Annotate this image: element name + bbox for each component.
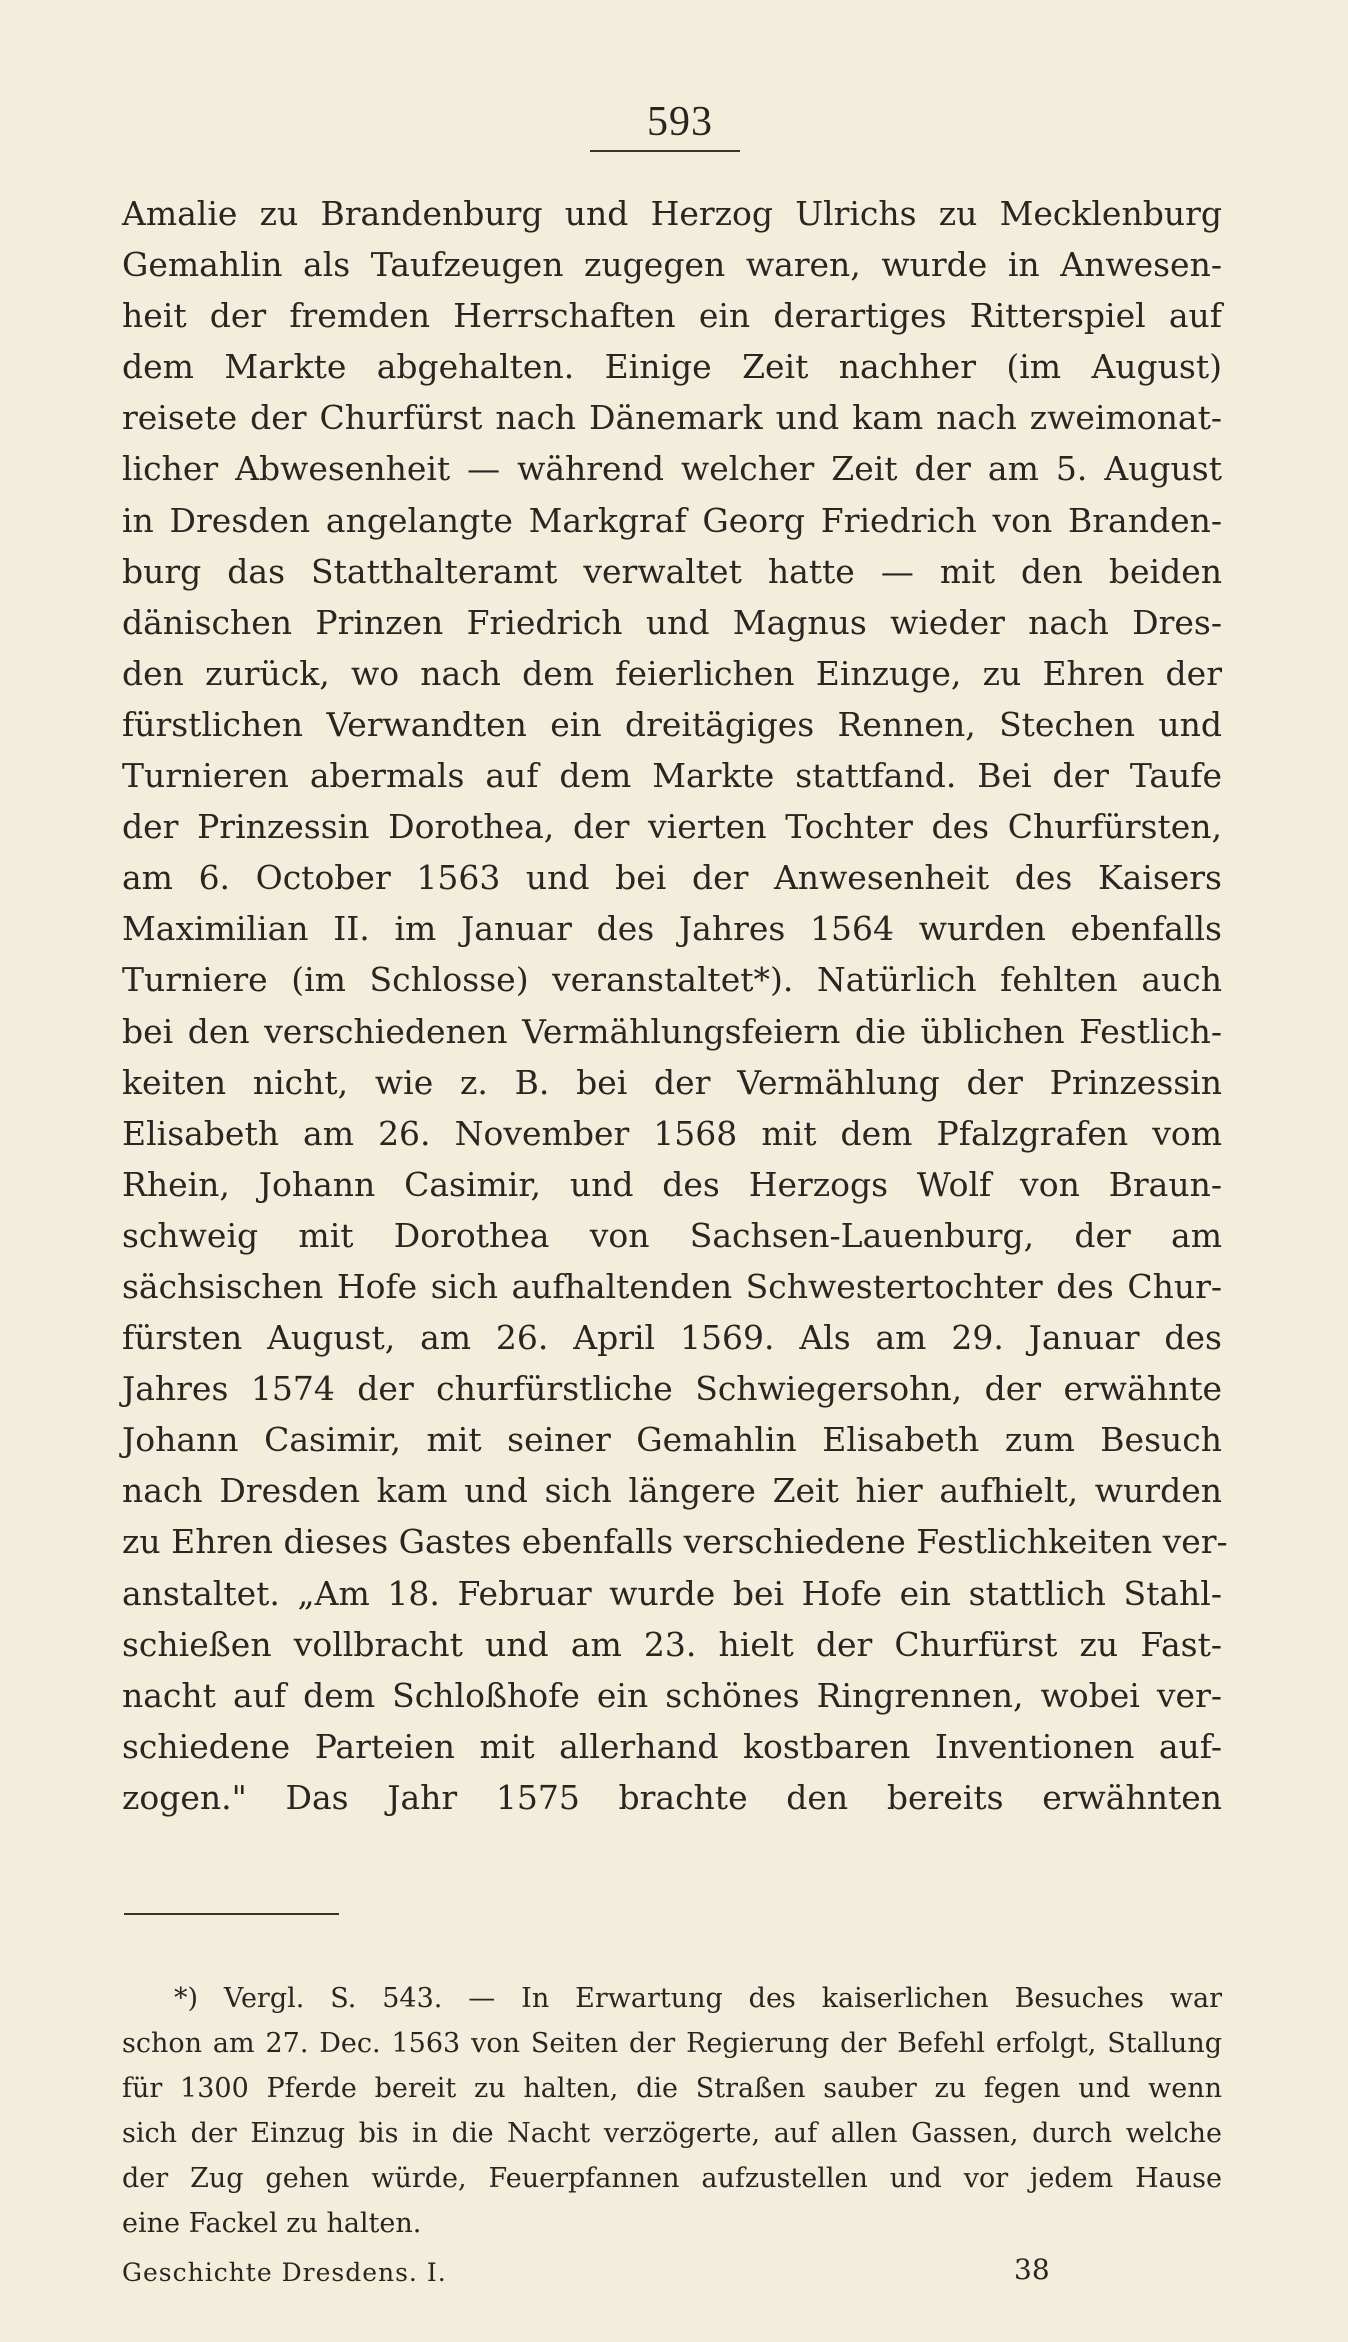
- text-line: Turniere (im Schlosse) veranstaltet*). Natürlich fehlten auch: [122, 960, 1222, 1000]
- footnote-line: eine Fackel zu halten.: [122, 2208, 422, 2239]
- text-line: schiedene Parteien mit allerhand kostbaren Inventionen auf-: [122, 1726, 1222, 1766]
- footnote-line: *) Vergl. S. 543. — In Erwartung des kaiserlichen Besuches war: [174, 1983, 1222, 2014]
- text-line: keiten nicht, wie z. B. bei der Vermählung der Prinzessin: [122, 1062, 1222, 1102]
- text-line: nacht auf dem Schloßhofe ein schönes Ringrennen, wobei ver-: [122, 1675, 1222, 1715]
- footnote-line: für 1300 Pferde bereit zu halten, die Straßen sauber zu fegen und wenn: [122, 2073, 1222, 2104]
- main-text: [122, 188, 1228, 1823]
- text-line: Jahres 1574 der churfürstliche Schwiegersohn, der erwähnte: [122, 1369, 1222, 1409]
- text-line: Amalie zu Brandenburg und Herzog Ulrichs zu Mecklenburg: [122, 194, 1222, 233]
- text-line: der Prinzessin Dorothea, der vierten Tochter des Churfürsten,: [122, 807, 1222, 847]
- text-line: Turnieren abermals auf dem Markte stattfand. Bei der Taufe: [122, 756, 1222, 796]
- printer-signature: Geschichte Dresdens. I.: [122, 2258, 447, 2287]
- sheet-number: 38: [1014, 2253, 1050, 2286]
- text-line: sächsischen Hofe sich aufhaltenden Schwestertochter des Chur-: [122, 1266, 1222, 1306]
- text-line: licher Abwesenheit — während welcher Zeit der am 5. August: [122, 449, 1222, 489]
- text-line: dänischen Prinzen Friedrich und Magnus wieder nach Dres-: [122, 602, 1222, 642]
- header-rule: [590, 150, 740, 152]
- text-line: schießen vollbracht und am 23. hielt der Churfürst zu Fast-: [122, 1624, 1222, 1664]
- footnote-line: sich der Einzug bis in die Nacht verzögerte, auf allen Gassen, durch welche: [122, 2118, 1222, 2149]
- text-line: schweig mit Dorothea von Sachsen-Lauenburg, der am: [122, 1215, 1222, 1255]
- text-line: fürsten August, am 26. April 1569. Als am 29. Januar des: [122, 1318, 1222, 1358]
- footnote-line: schon am 27. Dec. 1563 von Seiten der Regierung der Befehl erfolgt, Stallung: [122, 2028, 1222, 2059]
- text-line: am 6. October 1563 und bei der Anwesenheit des Kaisers: [122, 858, 1222, 898]
- text-line: Johann Casimir, mit seiner Gemahlin Elisabeth zum Besuch: [122, 1420, 1222, 1460]
- footnote-rule: [124, 1913, 339, 1915]
- text-line: burg das Statthalteramt verwaltet hatte — mit den beiden: [122, 551, 1222, 591]
- text-line: heit der fremden Herrschaften ein derartiges Ritterspiel auf: [122, 296, 1222, 336]
- text-line: dem Markte abgehalten. Einige Zeit nachher (im August): [122, 347, 1222, 387]
- text-line: zogen." Das Jahr 1575 brachte den bereits erwähnten: [122, 1777, 1222, 1817]
- text-line: Maximilian II. im Januar des Jahres 1564 wurden ebenfalls: [122, 909, 1222, 949]
- text-line: bei den verschiedenen Vermählungsfeiern die üblichen Festlich-: [122, 1011, 1222, 1051]
- text-line: den zurück, wo nach dem feierlichen Einzuge, zu Ehren der: [122, 653, 1222, 693]
- text-line: Gemahlin als Taufzeugen zugegen waren, wurde in Anwesen-: [122, 245, 1222, 285]
- text-line: Elisabeth am 26. November 1568 mit dem Pfalzgrafen vom: [122, 1113, 1222, 1153]
- footnote-line: der Zug gehen würde, Feuerpfannen aufzustellen und vor jedem Hause: [122, 2163, 1222, 2194]
- text-line: nach Dresden kam und sich längere Zeit hier aufhielt, wurden: [122, 1471, 1222, 1511]
- footnote: [122, 1976, 1222, 2246]
- text-line: anstaltet. „Am 18. Februar wurde bei Hofe ein stattlich Stahl-: [122, 1573, 1222, 1613]
- text-line: fürstlichen Verwandten ein dreitägiges Rennen, Stechen und: [122, 704, 1222, 744]
- page-number: 593: [647, 99, 713, 145]
- text-line: in Dresden angelangte Markgraf Georg Friedrich von Branden-: [122, 500, 1222, 540]
- text-line: Rhein, Johann Casimir, und des Herzogs Wolf von Braun-: [122, 1164, 1222, 1204]
- text-line: reisete der Churfürst nach Dänemark und kam nach zweimonat-: [122, 398, 1222, 438]
- text-line: zu Ehren dieses Gastes ebenfalls verschiedene Festlichkeiten ver-: [122, 1522, 1228, 1562]
